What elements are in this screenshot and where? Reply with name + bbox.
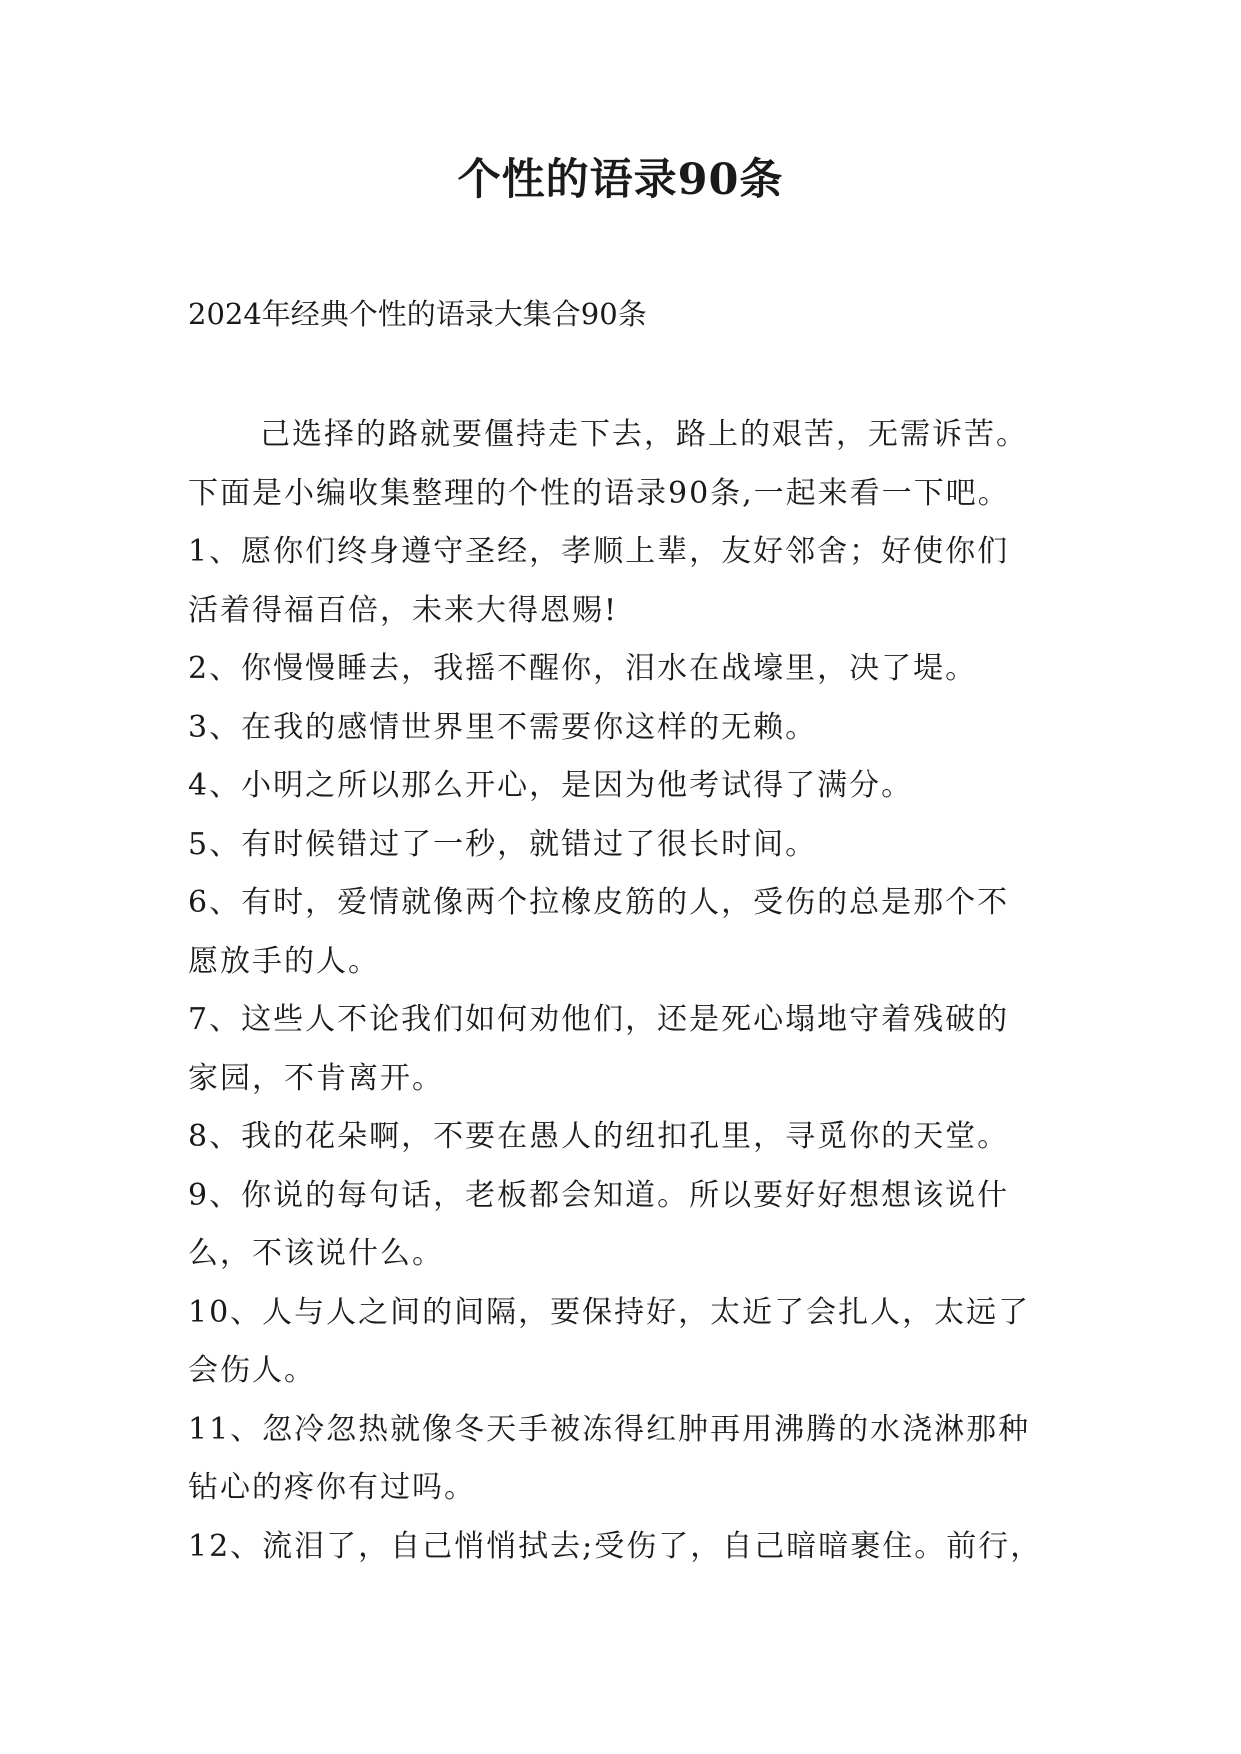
body-line: 5、有时候错过了一秒，就错过了很长时间。 bbox=[188, 826, 818, 862]
body-line: 12、流泪了，自己悄悄拭去;受伤了，自己暗暗裹住。前行， bbox=[188, 1528, 1043, 1564]
body-line: 下面是小编收集整理的个性的语录90条,一起来看一下吧。 bbox=[188, 475, 1010, 511]
body-line: 4、小明之所以那么开心，是因为他考试得了满分。 bbox=[188, 768, 914, 803]
body-line: 3、在我的感情世界里不需要你这样的无赖。 bbox=[188, 709, 818, 745]
body-line: 家园，不肯离开。 bbox=[188, 1060, 444, 1096]
body-line: 6、有时，爱情就像两个拉橡皮筋的人，受伤的总是那个不 bbox=[188, 885, 1010, 920]
document-subtitle: 2024年经典个性的语录大集合90条 bbox=[188, 297, 647, 331]
body-line: 愿放手的人。 bbox=[188, 943, 380, 979]
body-line: 钻心的疼你有过吗。 bbox=[188, 1470, 476, 1505]
body-line: 11、忽冷忽热就像冬天手被冻得红肿再用沸腾的水浇淋那种 bbox=[188, 1411, 1031, 1447]
body-line: 活着得福百倍，未来大得恩赐! bbox=[188, 592, 619, 628]
body-line: 么，不该说什么。 bbox=[188, 1236, 444, 1271]
body-line: 己选择的路就要僵持走下去，路上的艰苦，无需诉苦。 bbox=[260, 417, 1028, 452]
body-line: 8、我的花朵啊，不要在愚人的纽扣孔里，寻觅你的天堂。 bbox=[188, 1119, 1010, 1154]
body-line: 会伤人。 bbox=[188, 1353, 316, 1388]
body-line: 10、人与人之间的间隔，要保持好，太近了会扎人，太远了 bbox=[188, 1294, 1031, 1330]
body-line: 7、这些人不论我们如何劝他们，还是死心塌地守着残破的 bbox=[188, 1002, 1010, 1037]
document-body bbox=[188, 406, 1068, 1576]
body-line: 2、你慢慢睡去，我摇不醒你，泪水在战壕里，决了堤。 bbox=[188, 651, 978, 686]
body-line: 1、愿你们终身遵守圣经，孝顺上辈，友好邻舍；好使你们 bbox=[188, 534, 1010, 569]
body-line: 9、你说的每句话，老板都会知道。所以要好好想想该说什 bbox=[188, 1177, 1010, 1213]
document-title: 个性的语录90条 bbox=[457, 155, 784, 205]
